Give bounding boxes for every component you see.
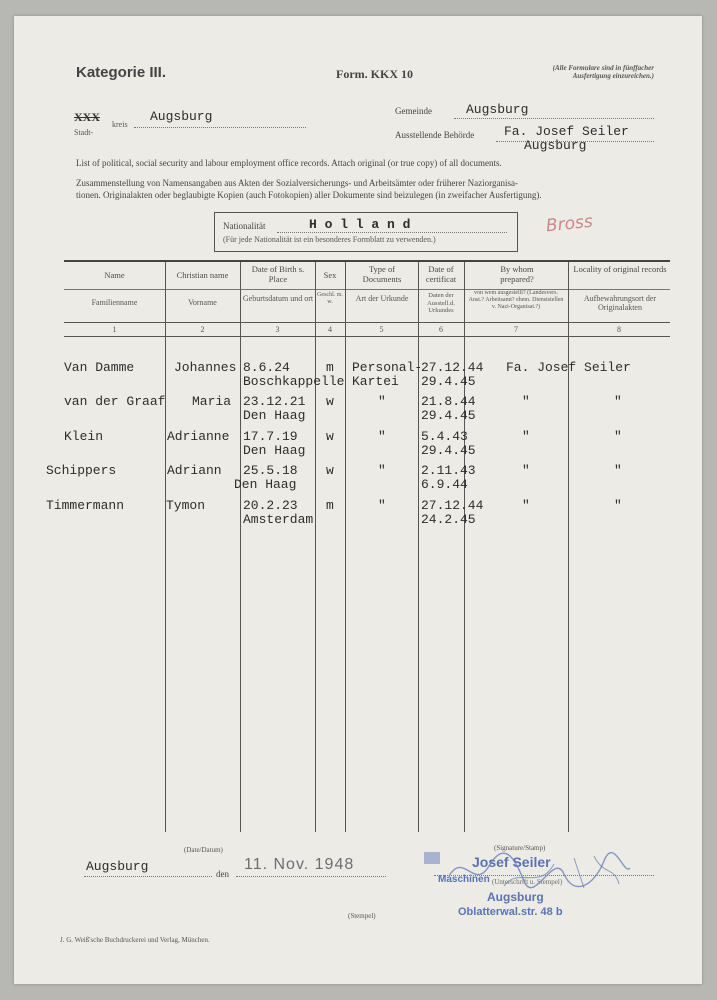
behoerde-label: Ausstellende Behörde (395, 130, 475, 140)
col-num-7: 7 (514, 325, 518, 334)
handwritten-mark: Bross (545, 211, 594, 237)
signature-scribble (444, 846, 634, 896)
cell-sex: w (326, 463, 334, 478)
cell-prepared-ditto: " (522, 394, 530, 409)
stamp-city: Augsburg (487, 890, 544, 904)
header-ausgestellt: von wem ausgestellt? (Landesvers. Anst.? Arbeitsamt? ehem. Dienststellen v. Nazi-Organisat.?) (468, 290, 564, 310)
cell-prepared-ditto: " (522, 498, 530, 513)
cell-locality-ditto: " (614, 394, 622, 409)
cell-cert-date2: 29.4.45 (421, 443, 476, 458)
header-christian-name: Christian name (176, 270, 229, 280)
col-num-2: 2 (200, 325, 205, 334)
header-geburtsdatum: Geburtsdatum und ort (242, 294, 314, 303)
nationality-note: (Für jede Nationalität ist ein besonderes Formblatt zu verwenden.) (223, 235, 436, 244)
cell-birth-place: Den Haag (243, 408, 306, 423)
instruction-german-line2: tionen. Originalakten oder beglaubigte Kopien (auch Fotokopien) aller Dokumente sind beizulegen (in zweifacher Ausfertigung). (76, 190, 542, 200)
cell-cert-date2: 29.4.45 (421, 408, 476, 423)
header-documents: Type of Documents (362, 264, 402, 284)
signature-label: (Signature/Stamp) (494, 844, 546, 852)
cell-locality-ditto: " (614, 429, 622, 444)
header-sex: Sex (323, 270, 337, 280)
copies-note-line1: (Alle Formulare sind in fünffacher (552, 64, 654, 72)
cell-cert-date1: 2.11.43 (421, 463, 476, 478)
cell-cert-date2: 6.9.44 (421, 477, 468, 492)
cell-first: Adrianne (167, 429, 230, 444)
col-divider-2 (240, 262, 241, 832)
kreis-value: Augsburg (150, 109, 213, 124)
header-birth: Date of Birth s. Place (251, 264, 305, 284)
cell-sex: w (326, 394, 334, 409)
col-divider-1 (165, 262, 166, 832)
cell-sex: m (326, 498, 334, 513)
col-num-1: 1 (112, 325, 117, 334)
cell-sex: w (326, 429, 334, 444)
header-aufbewahrungsort: Aufbewahrungsort der Originalakten (583, 294, 657, 312)
header-vorname: Vorname (188, 298, 217, 307)
cell-birth-date: 23.12.21 (243, 394, 306, 409)
stamp-underlabel: (Unterschrift u. Stempel) (492, 878, 563, 886)
header-certificate-date: Date of certificat (425, 264, 457, 284)
behoerde-value-line1: Fa. Josef Seiler (504, 124, 629, 139)
header-familienname: Familienname (91, 298, 138, 307)
cell-prepared-by: Fa. Josef Seiler (506, 360, 631, 375)
col-num-4: 4 (328, 325, 332, 334)
gemeinde-value: Augsburg (466, 102, 529, 117)
header-geschlecht: Geschl. m. w. (317, 292, 343, 305)
cell-birth-date: 25.5.18 (243, 463, 298, 478)
cell-first: Johannes (174, 360, 237, 375)
table-body-divider (64, 336, 670, 337)
instruction-english: List of political, social security and labour employment office records. Attach original (or true copy) of all documents. (76, 158, 502, 168)
cell-cert-date1: 27.12.44 (421, 498, 484, 513)
stamp-address: Oblatterwal.str. 48 b (458, 906, 563, 918)
cell-doc-ditto: " (378, 463, 386, 478)
cell-birth-date: 17.7.19 (243, 429, 298, 444)
col-num-6: 6 (439, 325, 443, 334)
place-line (84, 876, 212, 877)
cell-first: Adriann (167, 463, 222, 478)
col-divider-6 (464, 262, 465, 832)
cell-doc-ditto: " (378, 394, 386, 409)
cell-sex: m (326, 360, 334, 375)
stadt-label: Stadt- (74, 128, 94, 137)
date-label: (Date/Datum) (184, 846, 223, 854)
stempel-label: (Stempel) (348, 912, 376, 920)
header-art-der-urkunde: Art der Urkunde (355, 294, 409, 303)
stamp-company-name: Josef Seiler (472, 854, 551, 870)
cell-name: van der Graaf (64, 394, 166, 409)
col-num-8: 8 (617, 325, 621, 334)
cell-name: Klein (64, 429, 104, 444)
col-num-5: 5 (379, 325, 384, 334)
cell-doc-ditto: " (378, 429, 386, 444)
struck-prefix: XXX (74, 110, 100, 124)
cell-cert-date1: 5.4.43 (421, 429, 468, 444)
header-ausstellung: Daten der Ausstell.d. Urkundes (427, 292, 455, 314)
cell-doc-line1: Personal- (352, 360, 423, 375)
col-num-3: 3 (275, 325, 280, 334)
footer-place: Augsburg (86, 859, 149, 874)
cell-birth-date: 8.6.24 (243, 360, 290, 375)
col-divider-4 (345, 262, 346, 832)
nationality-value: H o l l a n d (309, 217, 411, 232)
col-divider-5 (418, 262, 419, 832)
cell-name: Van Damme (64, 360, 135, 375)
col-divider-7 (568, 262, 569, 832)
instruction-german-line1: Zusammenstellung von Namensangaben aus Akten der Sozialversicherungs- und Arbeitsämter oder früherer Naziorganisa- (76, 178, 518, 188)
form-sheet (14, 16, 702, 984)
nationality-label: Nationalität (223, 221, 266, 231)
date-line (236, 876, 386, 877)
den-label: den (216, 869, 229, 879)
header-prepared-by: By whom prepared? (500, 264, 534, 284)
gemeinde-label: Gemeinde (395, 106, 432, 116)
copies-note-line2: Ausfertigung einzureichen.) (572, 72, 654, 80)
cell-birth-place: Boschkappelle (243, 374, 345, 389)
stamp-ink-blot (424, 852, 440, 864)
col-divider-3 (315, 262, 316, 832)
cell-birth-place: Den Haag (234, 477, 297, 492)
kreis-label: kreis (112, 120, 128, 129)
cell-birth-date: 20.2.23 (243, 498, 298, 513)
cell-prepared-ditto: " (522, 429, 530, 444)
kreis-line (134, 127, 306, 128)
stamped-date: 11. Nov. 1948 (244, 856, 355, 873)
header-locality: Locality of original records (573, 264, 667, 274)
printer-note: J. G. Weiß'sche Buchdruckerei und Verlag, München. (60, 936, 210, 944)
header-name: Name (104, 270, 125, 280)
cell-cert-date2: 29.4.45 (421, 374, 476, 389)
category-title: Kategorie III. (76, 64, 167, 81)
cell-name: Timmermann (46, 498, 125, 513)
cell-cert-date1: 21.8.44 (421, 394, 476, 409)
behoerde-value-line2: Augsburg (524, 138, 587, 153)
cell-name: Schippers (46, 463, 117, 478)
cell-birth-place: Den Haag (243, 443, 306, 458)
form-number: Form. KKX 10 (336, 67, 413, 81)
cell-prepared-ditto: " (522, 463, 530, 478)
cell-locality-ditto: " (614, 463, 622, 478)
table-top-border (64, 260, 670, 262)
stamp-line-maschinen: Maschinen (438, 874, 490, 885)
cell-cert-date1: 27.12.44 (421, 360, 484, 375)
cell-doc-line2: Kartei (352, 374, 399, 389)
nationality-line (277, 232, 507, 233)
cell-locality-ditto: " (614, 498, 622, 513)
cell-birth-place: Amsterdam (243, 512, 314, 527)
copies-note (494, 64, 654, 80)
cell-doc-ditto: " (378, 498, 386, 513)
nationality-box (214, 212, 518, 252)
cell-cert-date2: 24.2.45 (421, 512, 476, 527)
cell-first: Maria (192, 394, 232, 409)
table-number-divider (64, 322, 670, 323)
cell-first: Tymon (166, 498, 206, 513)
gemeinde-line (454, 118, 654, 119)
table-header-divider (64, 289, 670, 290)
